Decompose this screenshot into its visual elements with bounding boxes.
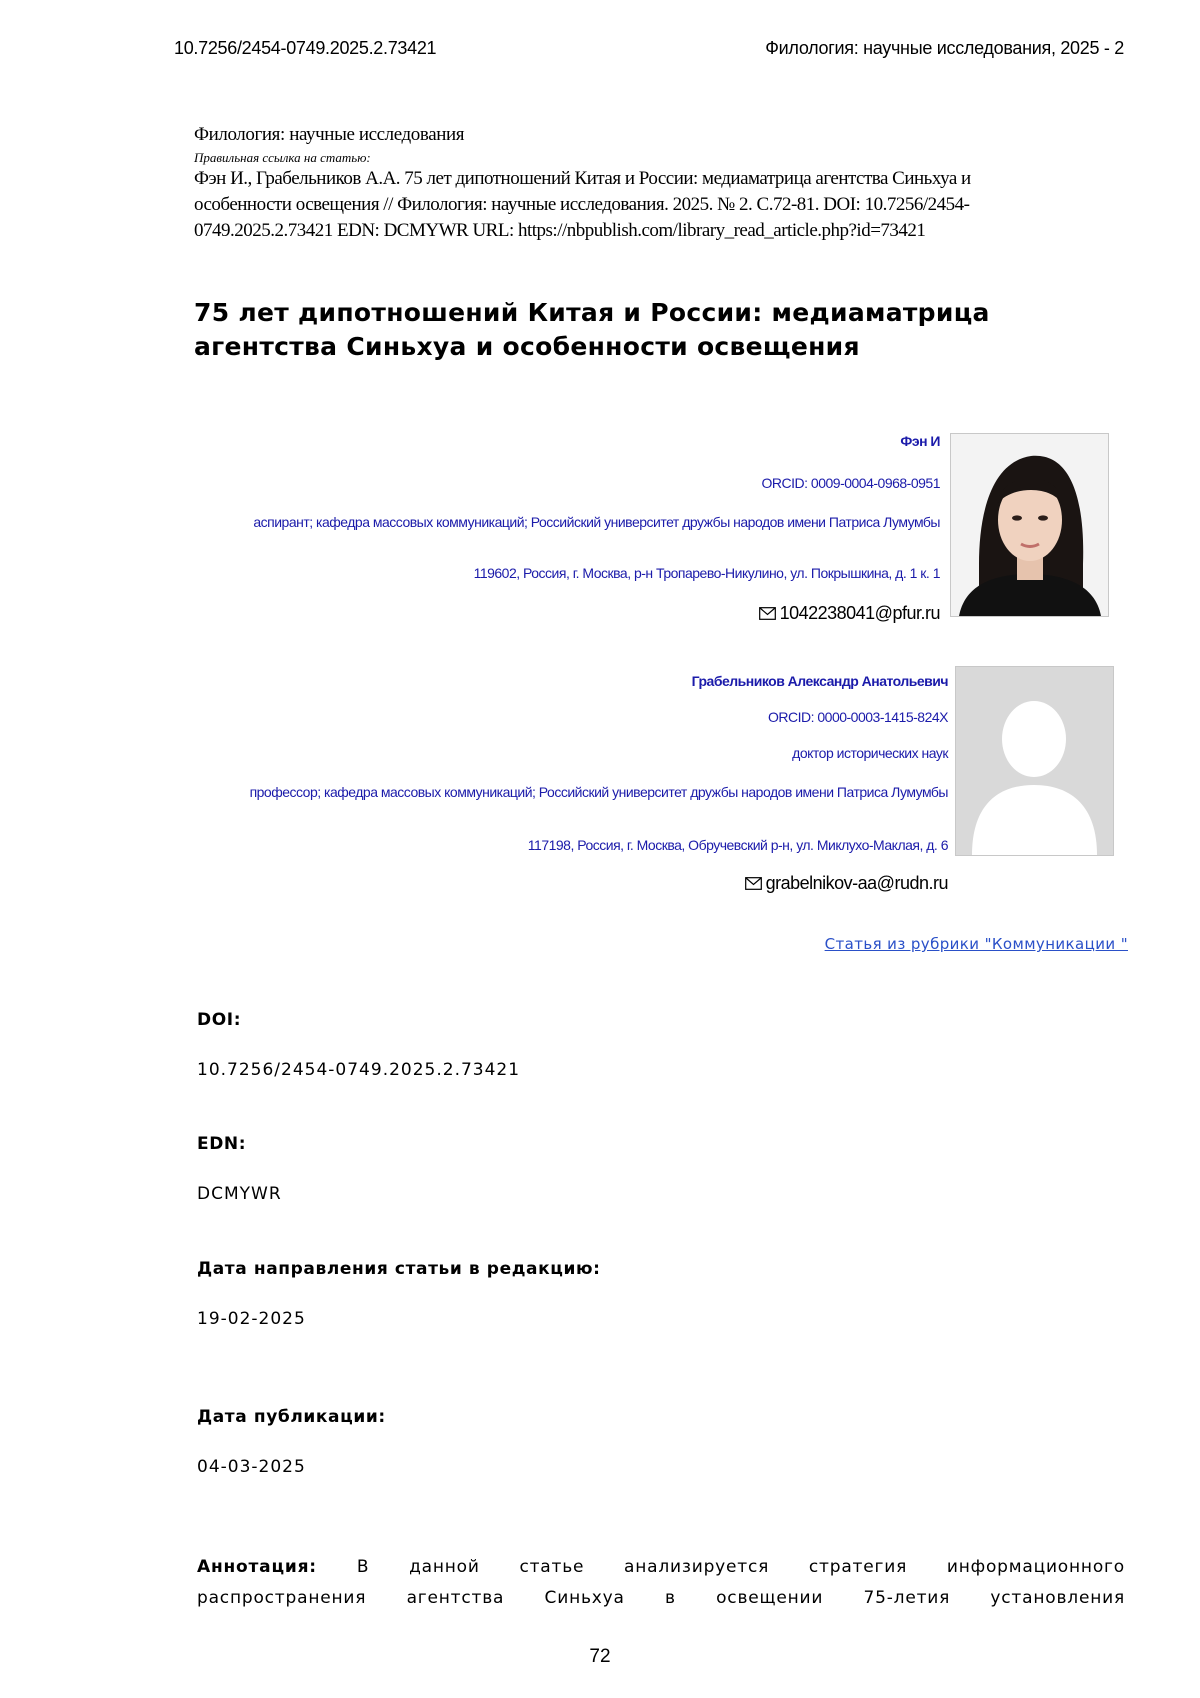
abstract-text-line-2 [197,1583,1125,1614]
journal-name: Филология: научные исследования [194,124,465,145]
abstract-word: стратегия [808,1557,908,1577]
abstract-line-1 [197,1552,1125,1583]
author-orcid[interactable]: ORCID: 0000-0003-1415-824X [767,709,948,725]
abstract-word: В [356,1557,370,1577]
edn-value: DCMYWR [197,1184,282,1204]
citation-label: Правильная ссылка на статью: [194,150,371,165]
submitted-value: 19-02-2025 [197,1309,306,1329]
abstract-text-line-1 [357,1552,1125,1583]
author-degree: доктор исторических наук [792,745,948,761]
doi-label: DOI: [197,1010,242,1030]
page-number: 72 [589,1646,611,1667]
author-address: 119602, Россия, г. Москва, р-н Тропарево-Никулино, ул. Покрышкина, д. 1 к. 1 [473,565,940,581]
abstract-word: анализируется [624,1557,770,1577]
abstract-label: Аннотация: [197,1557,317,1577]
abstract-word: информационного [946,1557,1125,1577]
abstract-word: Синьхуа [544,1588,625,1608]
abstract-word: распространения [197,1588,367,1608]
author-email[interactable]: grabelnikov-aa@rudn.ru [765,873,948,893]
envelope-icon [745,877,762,890]
rubric-link[interactable]: Статья из рубрики "Коммуникации " [824,935,1128,953]
article-title: 75 лет дипотношений Китая и России: медиаматрица агентства Синьхуа и особенности освещения [194,298,990,361]
author-email-row[interactable] [759,603,940,624]
author-name: Фэн И [900,433,940,449]
author-orcid[interactable]: ORCID: 0009-0004-0968-0951 [761,475,940,491]
avatar-placeholder [955,666,1114,856]
abstract-word: установления [990,1588,1125,1608]
author-email[interactable]: 1042238041@pfur.ru [779,603,940,623]
abstract-word: данной [409,1557,480,1577]
running-header-doi: 10.7256/2454-0749.2025.2.73421 [174,38,437,58]
author-email-row[interactable] [745,873,948,894]
submitted-label: Дата направления статьи в редакцию: [197,1259,601,1279]
author-block-1 [220,433,940,633]
published-value: 04-03-2025 [197,1457,306,1477]
abstract-word: агентства [406,1588,505,1608]
author-block-2 [228,673,948,893]
published-label: Дата публикации: [197,1407,386,1427]
author-photo [950,433,1109,617]
envelope-icon [759,607,776,620]
abstract-word: освещении [716,1588,824,1608]
running-header-journal: Филология: научные исследования, 2025 - 2 [765,38,1124,58]
edn-label: EDN: [197,1134,247,1154]
abstract-word: статье [519,1557,585,1577]
author-name: Грабельников Александр Анатольевич [691,673,948,689]
abstract-word: 75-летия [863,1588,951,1608]
abstract [197,1552,1125,1614]
author-position: профессор; кафедра массовых коммуникаций; Российский университет дружбы народов имени Патриса Лумумбы [249,784,948,800]
doi-value: 10.7256/2454-0749.2025.2.73421 [197,1060,521,1080]
abstract-word: в [665,1588,676,1608]
author-position: аспирант; кафедра массовых коммуникаций; Российский университет дружбы народов имени Патриса Лумумбы [253,514,940,530]
citation-text: Фэн И., Грабельников А.А. 75 лет дипотношений Китая и России: медиаматрица агентства Синьхуа и особенности освещения // Филология: научные исследования. 2025. № 2. С.72-81. DOI: 10.7256/2454-0749.2025.2.73421 EDN: DCMYWR URL: https://nbpublish.com/library_read_article.php?id=73421 [194,168,971,241]
author-address: 117198, Россия, г. Москва, Обручевский р-н, ул. Миклухо-Маклая, д. 6 [527,837,948,853]
